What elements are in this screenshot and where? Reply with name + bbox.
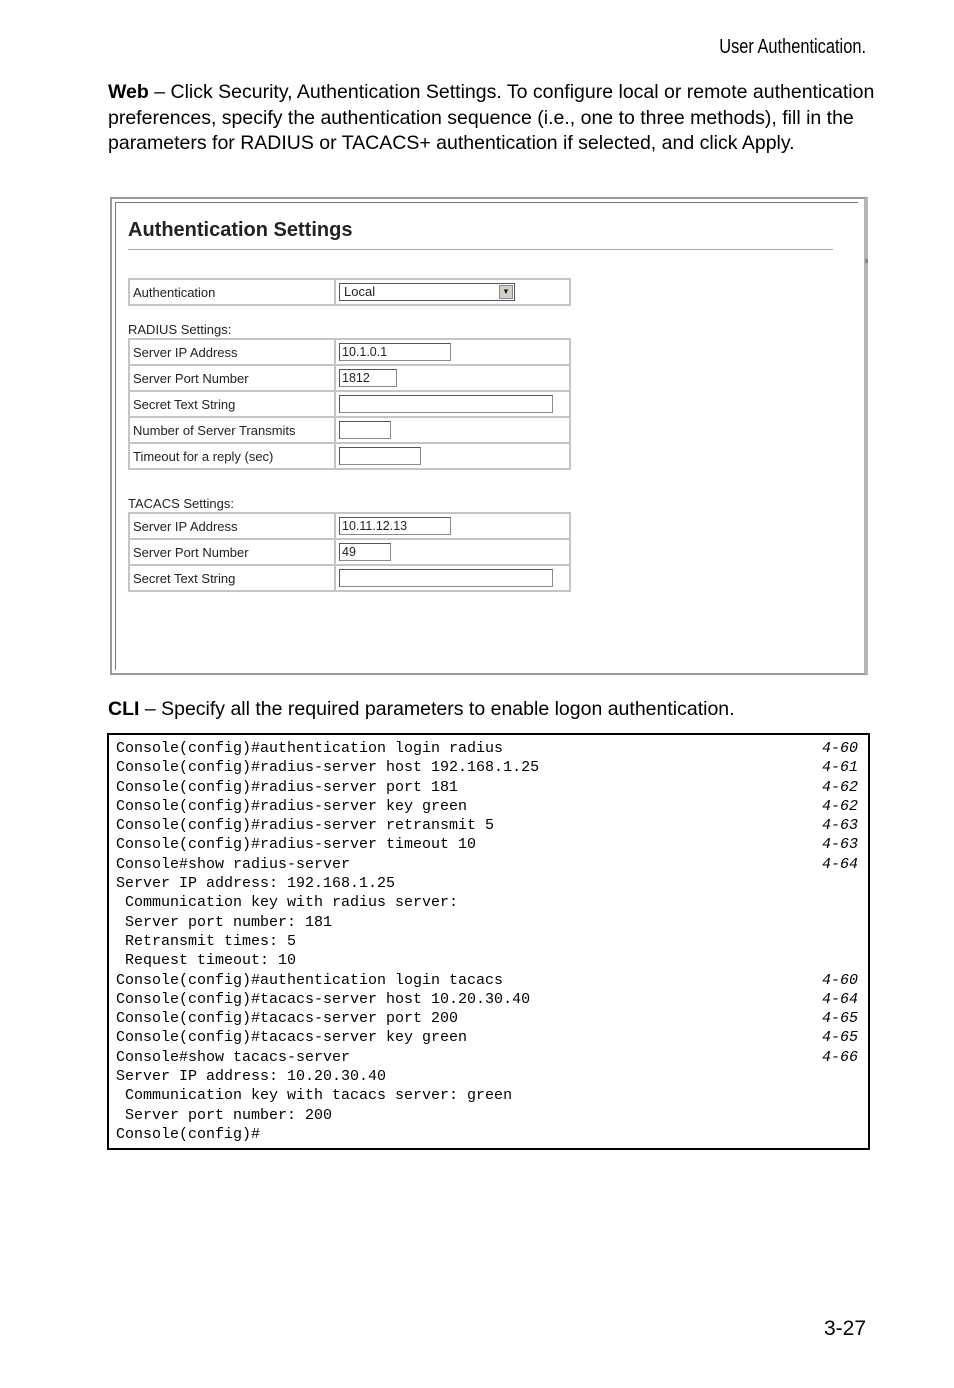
- cli-line: [116, 1048, 860, 1067]
- cli-line: [116, 893, 860, 912]
- cli-command-text: Console(config)#radius-server key green: [116, 797, 468, 815]
- cli-page-reference: 4-60: [821, 971, 858, 989]
- cli-line: [116, 932, 860, 951]
- cli-command-text: Retransmit times: 5: [116, 932, 297, 950]
- cli-command-text: Console#show radius-server: [116, 855, 351, 873]
- cli-line: [116, 778, 860, 797]
- radius-server-ip-input[interactable]: 10.1.0.1: [339, 343, 451, 361]
- cli-command-text: Console(config)#radius-server retransmit 5: [116, 817, 495, 835]
- web-lead: Web: [108, 81, 149, 103]
- cli-line: [116, 874, 860, 893]
- web-instructions: [108, 80, 878, 157]
- radius-secret-input[interactable]: [339, 395, 553, 413]
- cli-line: [116, 951, 860, 970]
- tacacs-secret-label: Secret Text String: [129, 565, 335, 591]
- authentication-select-value: Local: [344, 284, 376, 299]
- cli-text: – Specify all the required parameters to enable logon authentication.: [139, 698, 735, 720]
- cli-page-reference: 4-62: [821, 778, 858, 796]
- radius-row-transmits: [129, 417, 570, 443]
- cli-page-reference: 4-65: [821, 1010, 858, 1028]
- cli-command-text: Server port number: 200: [116, 1106, 333, 1124]
- cli-command-text: Console(config)#tacacs-server key green: [116, 1029, 468, 1047]
- cli-command-text: Console#show tacacs-server: [116, 1048, 351, 1066]
- cli-page-reference: 4-64: [821, 990, 858, 1008]
- tacacs-row-server-ip: [129, 513, 570, 539]
- radius-transmits-label: Number of Server Transmits: [129, 417, 335, 443]
- cli-line: [116, 835, 860, 854]
- cli-line: [116, 1086, 860, 1105]
- cli-command-text: Console(config)#authentication login radius: [116, 740, 504, 757]
- cli-command-text: Console(config)#radius-server port 181: [116, 778, 459, 796]
- cli-command-text: Console(config)#tacacs-server port 200: [116, 1010, 459, 1028]
- cli-example-box: [107, 733, 870, 1150]
- cli-line: [116, 1009, 860, 1028]
- cli-page-reference: 4-64: [821, 855, 858, 873]
- cli-instructions: [108, 697, 878, 723]
- cli-page-reference: 4-63: [821, 836, 858, 854]
- authentication-label: Authentication: [129, 279, 335, 305]
- radius-transmits-input[interactable]: [339, 421, 391, 439]
- tacacs-row-server-port: [129, 539, 570, 565]
- cli-command-text: Request timeout: 10: [116, 952, 297, 970]
- cli-line: [116, 797, 860, 816]
- cli-command-text: Console(config)#radius-server host 192.168.1.25: [116, 759, 540, 777]
- tacacs-table: [128, 512, 571, 592]
- web-text: – Click Security, Authentication Settings. To configure local or remote authentication preferences, specify the authentication sequence (i.e., one to three methods), fill in the parameters for RADIUS or TACACS+ authentication if selected, and click Apply.: [108, 81, 875, 154]
- cli-line: [116, 1028, 860, 1047]
- radius-server-port-input[interactable]: 1812: [339, 369, 397, 387]
- cli-command-text: Console(config)#: [116, 1125, 261, 1143]
- radius-table: [128, 338, 571, 470]
- cli-page-reference: 4-65: [821, 1029, 858, 1047]
- cli-page-reference: 4-60: [821, 740, 858, 757]
- cli-line: [116, 913, 860, 932]
- cli-page-reference: 4-63: [821, 817, 858, 835]
- cli-command-text: Server IP address: 192.168.1.25: [116, 875, 396, 893]
- radius-timeout-label: Timeout for a reply (sec): [129, 443, 335, 469]
- authentication-select[interactable]: [339, 283, 515, 301]
- cli-line: [116, 990, 860, 1009]
- chevron-down-icon[interactable]: ▼: [499, 285, 513, 299]
- cli-page-reference: 4-62: [821, 797, 858, 815]
- radius-row-server-port: [129, 365, 570, 391]
- running-header: User Authentication.: [719, 36, 866, 58]
- radius-row-secret: [129, 391, 570, 417]
- cli-lead: CLI: [108, 698, 140, 720]
- radius-server-ip-label: Server IP Address: [129, 339, 335, 365]
- authentication-table: [128, 278, 571, 306]
- radius-server-port-label: Server Port Number: [129, 365, 335, 391]
- cli-command-text: Communication key with tacacs server: green: [116, 1087, 513, 1105]
- page-number: 3-27: [823, 1317, 866, 1340]
- page-title: Authentication Settings: [128, 219, 353, 241]
- cli-command-text: Console(config)#authentication login tacacs: [116, 971, 504, 989]
- radius-timeout-input[interactable]: [339, 447, 421, 465]
- cli-command-text: Console(config)#radius-server timeout 10: [116, 836, 477, 854]
- radius-section-label: RADIUS Settings:: [128, 322, 232, 337]
- cli-command-text: Server IP address: 10.20.30.40: [116, 1068, 387, 1086]
- cli-line: [116, 855, 860, 874]
- cli-lines: [116, 739, 860, 1144]
- tacacs-server-ip-input[interactable]: 10.11.12.13: [339, 517, 451, 535]
- cli-command-text: Server port number: 181: [116, 913, 333, 931]
- tacacs-server-ip-label: Server IP Address: [129, 513, 335, 539]
- tacacs-server-port-label: Server Port Number: [129, 539, 335, 565]
- cli-page-reference: 4-66: [821, 1048, 858, 1066]
- cli-line: [116, 971, 860, 990]
- cli-line: [116, 1125, 860, 1144]
- title-divider: [128, 249, 833, 250]
- tacacs-section-label: TACACS Settings:: [128, 496, 234, 511]
- radius-secret-label: Secret Text String: [129, 391, 335, 417]
- cli-line: [116, 1106, 860, 1125]
- radius-row-server-ip: [129, 339, 570, 365]
- tacacs-secret-input[interactable]: [339, 569, 553, 587]
- tacacs-row-secret: [129, 565, 570, 591]
- cli-command-text: Communication key with radius server:: [116, 894, 459, 912]
- cli-page-reference: 4-61: [821, 759, 858, 777]
- cli-line: [116, 739, 860, 758]
- cli-command-text: Console(config)#tacacs-server host 10.20.30.40: [116, 990, 531, 1008]
- radius-row-timeout: [129, 443, 570, 469]
- scrollbar-edge[interactable]: [865, 259, 868, 263]
- cli-line: [116, 758, 860, 777]
- cli-line: [116, 1067, 860, 1086]
- authentication-settings-screenshot: [110, 197, 868, 675]
- tacacs-server-port-input[interactable]: 49: [339, 543, 391, 561]
- authentication-row: [129, 279, 570, 305]
- cli-line: [116, 816, 860, 835]
